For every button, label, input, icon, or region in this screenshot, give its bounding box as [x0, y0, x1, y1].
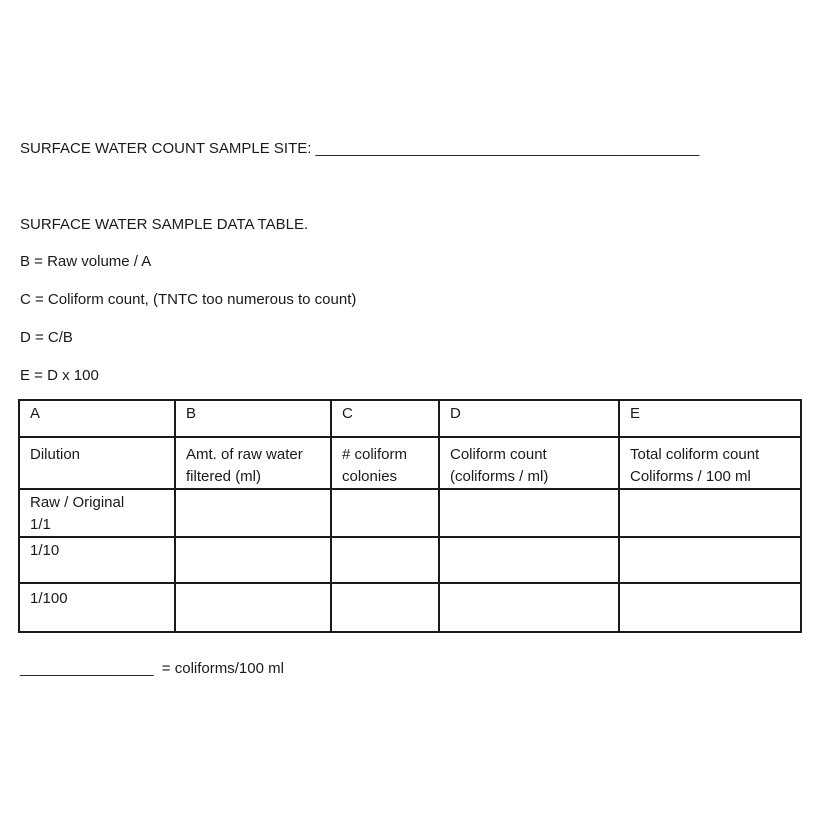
column-letter-e: E — [619, 400, 801, 437]
header-dilution — [19, 437, 175, 489]
total-coliform-cell[interactable] — [619, 489, 801, 537]
header-raw-water — [175, 437, 331, 489]
result-blank-label: ________________ = coliforms/100 ml — [20, 660, 284, 677]
coliform-count-cell[interactable] — [439, 489, 619, 537]
definition-e: E = D x 100 — [20, 367, 99, 384]
definition-c: C = Coliform count, (TNTC too numerous to count) — [20, 291, 357, 308]
coliform-count-cell[interactable] — [439, 537, 619, 583]
column-letter-c: C — [331, 400, 439, 437]
sample-site-label: SURFACE WATER COUNT SAMPLE SITE: ______________________________________________ — [20, 140, 700, 157]
colonies-cell[interactable] — [331, 537, 439, 583]
dilution-cell — [19, 489, 175, 537]
header-coliform-count-line2: (coliforms / ml) — [450, 468, 549, 485]
header-coliform-count-line1: Coliform count — [450, 446, 547, 463]
total-coliform-cell[interactable] — [619, 537, 801, 583]
header-coliform-colonies — [331, 437, 439, 489]
column-letter-a: A — [19, 400, 175, 437]
dilution-cell — [19, 537, 175, 583]
raw-water-cell[interactable] — [175, 537, 331, 583]
sample-data-table — [18, 399, 802, 633]
raw-water-cell[interactable] — [175, 489, 331, 537]
coliform-count-cell[interactable] — [439, 583, 619, 632]
header-raw-water-line1: Amt. of raw water — [186, 446, 303, 463]
table-title: SURFACE WATER SAMPLE DATA TABLE. — [20, 216, 309, 233]
definition-d: D = C/B — [20, 329, 73, 346]
column-letter-b: B — [175, 400, 331, 437]
header-raw-water-line2: filtered (ml) — [186, 468, 262, 485]
total-coliform-cell[interactable] — [619, 583, 801, 632]
column-letter-d: D — [439, 400, 619, 437]
header-total-coliform-line2: Coliforms / 100 ml — [630, 468, 751, 485]
header-total-coliform — [619, 437, 801, 489]
colonies-cell[interactable] — [331, 583, 439, 632]
header-dilution-text: Dilution — [30, 446, 81, 463]
header-coliform-count — [439, 437, 619, 489]
table-row — [19, 537, 801, 583]
column-header-row — [19, 437, 801, 489]
dilution-label: 1/10 — [30, 542, 60, 559]
header-coliform-colonies-line1: # coliform — [342, 446, 408, 463]
column-letter-row — [19, 400, 801, 437]
raw-water-cell[interactable] — [175, 583, 331, 632]
table-row — [19, 489, 801, 537]
definition-b: B = Raw volume / A — [20, 253, 152, 270]
dilution-ratio: 1/1 — [30, 516, 51, 533]
colonies-cell[interactable] — [331, 489, 439, 537]
dilution-label: 1/100 — [30, 590, 68, 607]
dilution-label: Raw / Original — [30, 494, 125, 511]
header-total-coliform-line1: Total coliform count — [630, 446, 760, 463]
dilution-cell — [19, 583, 175, 632]
table-row — [19, 583, 801, 632]
header-coliform-colonies-line2: colonies — [342, 468, 398, 485]
